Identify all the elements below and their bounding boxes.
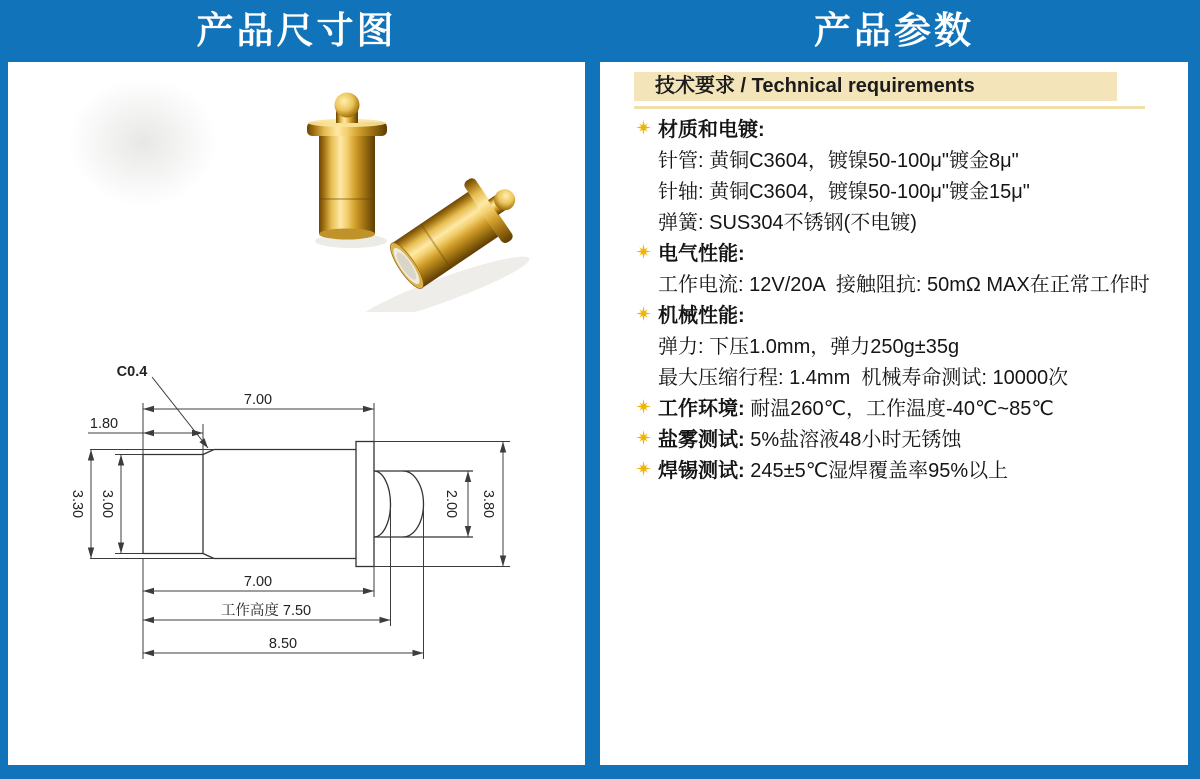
dim-total-length-label: 8.50 [268, 636, 298, 652]
sparkle-bullet-icon [636, 430, 651, 445]
dim-top-length-label: 7.00 [243, 392, 273, 408]
spec-row-label: 焊锡测试: [658, 460, 745, 482]
spec-row [600, 422, 1188, 453]
spec-row-label: 工作环境: [658, 398, 745, 420]
spec-row-label: 盐雾测试: [658, 429, 745, 451]
spec-row-text: 最大压缩行程: 1.4mm 机械寿命测试: 10000次 [658, 367, 1069, 389]
dim-outer-dia-label: 3.30 [69, 489, 85, 519]
dim-chamfer-label: C0.4 [116, 364, 148, 380]
extension-lines [88, 403, 510, 659]
sparkle-bullet-icon [636, 399, 651, 414]
left-panel [8, 62, 585, 765]
dim-tail-length-label: 1.80 [89, 416, 119, 432]
product-photo [233, 82, 553, 312]
sparkle-bullet-icon [636, 306, 651, 321]
spec-row-label: 材质和电镀: [658, 119, 765, 141]
spec-rows [600, 112, 1188, 484]
dim-tail-dia-label: 3.00 [99, 489, 115, 519]
dimension-drawing [60, 350, 580, 680]
spec-row-text: 5%盐溶液48小时无锈蚀 [744, 429, 962, 451]
spec-row-text: 245±5℃湿焊覆盖率95%以上 [744, 460, 1009, 482]
spec-row [600, 360, 1188, 391]
left-panel-title: 产品尺寸图 [196, 10, 397, 51]
spec-row-text: 工作电流: 12V/20A 接触阻抗: 50mΩ MAX在正常工作时 [658, 274, 1150, 296]
spec-row-text: 耐温260℃，工作温度-40℃~85℃ [744, 398, 1054, 420]
dim-plunger-dia-label: 2.00 [443, 489, 459, 519]
spec-row [600, 298, 1188, 329]
chamfer-leader-arrow [199, 438, 208, 448]
spec-row [600, 329, 1188, 360]
chamfer-leader [152, 377, 208, 448]
sparkle-bullet-icon [636, 244, 651, 259]
spec-row [600, 112, 1188, 143]
spec-row [600, 205, 1188, 236]
spec-row [600, 143, 1188, 174]
sparkle-bullet-icon [636, 120, 651, 135]
dim-bottom-length-label: 7.00 [243, 574, 273, 590]
spec-row-label: 机械性能: [658, 305, 745, 327]
right-panel [600, 62, 1188, 765]
tech-header-underline [634, 106, 1145, 109]
spec-row [600, 267, 1188, 298]
spec-row [600, 236, 1188, 267]
dim-flange-dia-label: 3.80 [480, 489, 496, 519]
spec-row-text: 弹力: 下压1.0mm，弹力250g±35g [658, 336, 960, 358]
sparkle-bullet-icon [636, 461, 651, 476]
spec-row [600, 391, 1188, 422]
spec-row-text: 弹簧: SUS304不锈钢(不电镀) [658, 212, 917, 234]
pogo-pin-upright [307, 93, 387, 240]
spec-row [600, 453, 1188, 484]
dim-working-height-label: 工作高度 7.50 [220, 603, 312, 619]
tech-requirements-title: 技术要求 / Technical requirements [655, 75, 975, 97]
tech-requirements-header [634, 72, 1117, 101]
spec-row-text: 针管: 黄铜C3604，镀镍50-100μ"镀金8μ" [658, 150, 1019, 172]
photo-reflection [68, 77, 218, 207]
spec-row-label: 电气性能: [658, 243, 745, 265]
spec-row-text: 针轴: 黄铜C3604，镀镍50-100μ"镀金15μ" [658, 181, 1030, 203]
right-panel-title: 产品参数 [814, 10, 974, 51]
spec-row [600, 174, 1188, 205]
